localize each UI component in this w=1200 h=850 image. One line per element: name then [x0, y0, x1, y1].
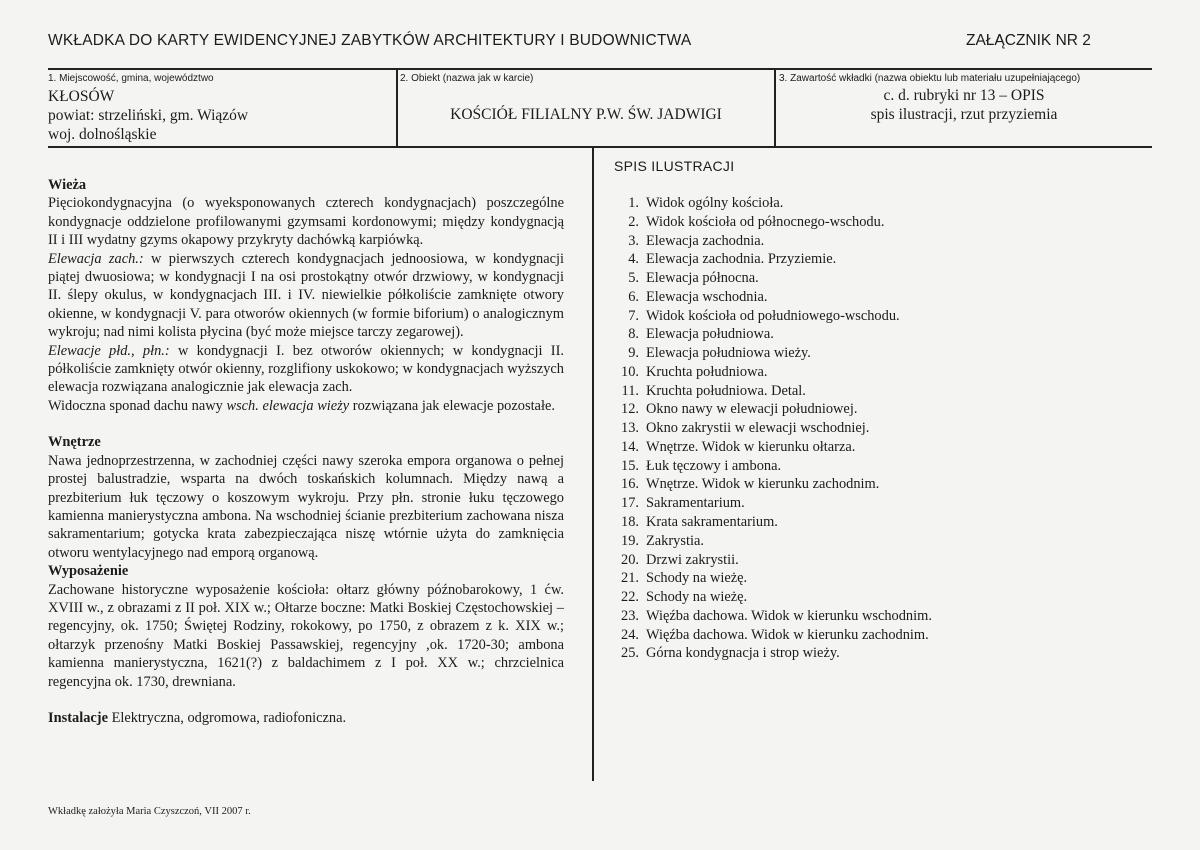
- illustration-number: 2.: [628, 213, 639, 230]
- illustration-number: 1.: [628, 195, 639, 211]
- illustration-item: [614, 475, 932, 494]
- illustration-item: [614, 457, 932, 476]
- illustration-number: 12.: [621, 401, 639, 418]
- illustration-number: 6.: [628, 288, 639, 305]
- document-title: WKŁADKA DO KARTY EWIDENCYJNEJ ZABYTKÓW ARCHITEKTURY I BUDOWNICTWA: [48, 32, 692, 49]
- illustration-item: [614, 288, 932, 307]
- illustration-item: [614, 438, 932, 457]
- interior-text: Nawa jednoprzestrzenna, w zachodniej części nawy szeroka empora organowa o pełnej prostej balustradzie, wsparta na dwóch toskańskich kolumnach. Między nawą a prezbiterium łuk tęczowy o koszowym wykroju. Przy płn. stronie łuku tęczowego kamienna manierystyczna ambona. Na wschodniej ścianie prezbiterium zachowana nisza sakramentarium; gotycka krata zabezpieczająca niszę wtórnie użyta do zamknięcia otworu wentylacyjnego nad emporą organową.: [48, 452, 564, 561]
- illustration-caption: Górna kondygnacja i strop wieży.: [646, 645, 840, 662]
- illustration-item: [614, 513, 932, 532]
- illustration-caption: Okno zakrystii w elewacji wschodniej.: [646, 420, 870, 437]
- location-county: powiat: strzeliński, gm. Wiązów: [48, 107, 249, 124]
- west-elevation-paragraph: [48, 250, 564, 342]
- content-line-1: c. d. rubryki nr 13 – OPIS: [883, 87, 1045, 104]
- illustration-number: 7.: [628, 307, 639, 324]
- illustration-number: 13.: [621, 420, 639, 437]
- illustration-caption: Elewacja południowa.: [646, 326, 774, 343]
- illustration-caption: Więźba dachowa. Widok w kierunku zachodnim.: [646, 626, 929, 643]
- interior-heading: Wnętrze: [48, 434, 101, 451]
- illustration-item: [614, 626, 932, 645]
- content-field-label: 3. Zawartość wkładki (nazwa obiektu lub materiału uzupełniającego): [779, 73, 1081, 84]
- illustration-caption: Łuk tęczowy i ambona.: [646, 457, 782, 474]
- illustration-item: [614, 213, 932, 232]
- column-divider: [592, 147, 594, 781]
- header-top-rule: [48, 68, 1152, 70]
- illustration-item: [614, 494, 932, 513]
- installations-text: Elektryczna, odgromowa, radiofoniczna.: [111, 709, 347, 726]
- illustration-item: [614, 325, 932, 344]
- illustration-item: [614, 607, 932, 626]
- illustration-caption: Wnętrze. Widok w kierunku ołtarza.: [646, 438, 856, 455]
- illustration-number: 20.: [621, 551, 639, 568]
- installations-heading: Instalacje: [48, 709, 108, 726]
- illustration-item: [614, 419, 932, 438]
- illustration-item: [614, 344, 932, 363]
- illustration-number: 8.: [628, 326, 639, 343]
- illustration-caption: Elewacja zachodnia.: [646, 232, 765, 249]
- illustration-caption: Widok kościoła od południowego-wschodu.: [646, 307, 900, 324]
- visible-pre: Widoczna sponad dachu nawy: [48, 397, 223, 414]
- installations-paragraph: [48, 709, 564, 727]
- illustration-number: 9.: [628, 345, 639, 362]
- annex-number: ZAŁĄCZNIK NR 2: [966, 32, 1091, 49]
- illustrations-title: SPIS ILUSTRACJI: [614, 158, 735, 174]
- illustrations-list: [614, 194, 932, 663]
- illustration-item: [614, 269, 932, 288]
- south-north-text: w kondygnacji I. bez otworów okiennych; w kondygnacji II. półkoliście zamknięty otwór okienny, rozglifiony uskokowo; w kondygnacjach wyższych elewacja rozwiązana analogicznie jak elewacja zach.: [48, 342, 564, 396]
- illustration-number: 17.: [621, 495, 639, 512]
- location-voivodeship: woj. dolnośląskie: [48, 126, 157, 143]
- visible-italic: wsch. elewacja wieży: [226, 397, 350, 414]
- illustration-caption: Elewacja południowa wieży.: [646, 345, 811, 362]
- illustration-number: 10.: [621, 363, 639, 380]
- illustration-caption: Schody na wieżę.: [646, 589, 748, 606]
- illustration-caption: Okno nawy w elewacji południowej.: [646, 401, 858, 418]
- visible-post: rozwiązana jak elewacje pozostałe.: [352, 397, 555, 414]
- illustration-number: 19.: [621, 532, 639, 549]
- illustration-caption: Schody na wieżę.: [646, 570, 748, 587]
- illustration-item: [614, 569, 932, 588]
- illustration-item: [614, 400, 932, 419]
- illustration-number: 22.: [621, 589, 639, 606]
- content-line-2: spis ilustracji, rzut przyziemia: [870, 106, 1058, 123]
- tower-heading: Wieża: [48, 177, 87, 193]
- object-name: KOŚCIÓŁ FILIALNY P.W. ŚW. JADWIGI: [450, 106, 722, 123]
- illustration-number: 3.: [628, 232, 639, 249]
- illustration-number: 21.: [621, 570, 639, 587]
- header-bottom-rule: [48, 146, 1152, 148]
- south-north-paragraph: [48, 342, 564, 397]
- illustration-item: [614, 232, 932, 251]
- description-column: [48, 176, 564, 727]
- illustration-caption: Elewacja wschodnia.: [646, 288, 768, 305]
- illustration-caption: Sakramentarium.: [646, 495, 745, 512]
- furnishings-heading: Wyposażenie: [48, 563, 129, 580]
- illustration-number: 15.: [621, 457, 639, 474]
- illustration-number: 25.: [621, 645, 639, 662]
- furnishings-text: Zachowane historyczne wyposażenie kościoła: ołtarz główny późnobarokowy, 1 ćw. XVIII w., z obrazami z II poł. XIX w.; Ołtarze boczne: Matki Boskiej Częstochowskiej – regencyjny, ok. 1750; Świętej Rodziny, rokokowy, po 1750, z obrazem z k. XIX w.; ołtarzyk przenośny Matki Boskiej Passawskiej, regencyjny ,ok. 1720-30; ambona kamienna manierystyczna, 1621(?) z baldachimem z I poł. XX w.; chrzcielnica regencyjna ok. 1730, drewniana.: [48, 581, 564, 690]
- illustration-caption: Krata sakramentarium.: [646, 514, 778, 531]
- illustration-item: [614, 307, 932, 326]
- location-town: KŁOSÓW: [48, 88, 115, 105]
- illustration-number: 16.: [621, 476, 639, 493]
- tower-text: Pięciokondygnacyjna (o wyeksponowanych czterech kondygnacjach) poszczególne kondygnacje oddzielone profilowanymi gzymsami kordonowymi; między kondygnacją II i III wydatny gzyms okapowy przykryty dachówką karpiówką.: [48, 195, 564, 249]
- illustration-item: [614, 532, 932, 551]
- illustration-caption: Drzwi zakrystii.: [646, 551, 739, 568]
- illustration-item: [614, 363, 932, 382]
- illustration-caption: Zakrystia.: [646, 532, 704, 549]
- illustration-item: [614, 588, 932, 607]
- east-elevation-paragraph: [48, 397, 564, 415]
- south-north-label: Elewacje płd., płn.:: [48, 342, 170, 359]
- illustration-caption: Elewacja zachodnia. Przyziemie.: [646, 251, 837, 268]
- illustration-number: 5.: [628, 270, 639, 287]
- west-elevation-text: w pierwszych czterech kondygnacjach jednoosiowa, w kondygnacji piątej dwuosiowa; w kondygnacji I na osi prostokątny otwór drzwiowy, w kondygnacji II. ślepy okulus, w kondygnacjach III. i IV. niewielkie półkoliście zamknięte otwory okienne, w kondygnacji V. para otworów okiennych (w formie biforium) o analogicznym wykroju; nad nimi kolista płycina (być może miejsce tarczy zegarowej).: [48, 250, 564, 341]
- location-field-label: 1. Miejscowość, gmina, województwo: [48, 73, 214, 84]
- west-elevation-label: Elewacja zach.:: [48, 250, 144, 267]
- illustration-item: [614, 382, 932, 401]
- illustration-number: 4.: [628, 251, 639, 268]
- illustration-caption: Wnętrze. Widok w kierunku zachodnim.: [646, 476, 880, 493]
- illustration-caption: Kruchta południowa. Detal.: [646, 382, 806, 399]
- illustration-number: 18.: [621, 514, 639, 531]
- illustration-item: [614, 194, 932, 213]
- content-field: [776, 86, 1152, 124]
- illustration-item: [614, 644, 932, 663]
- location-field: [48, 87, 248, 144]
- illustration-number: 23.: [621, 607, 639, 624]
- footer-note: Wkładkę założyła Maria Czyszczoń, VII 2007 r.: [48, 806, 251, 817]
- illustration-number: 11.: [621, 382, 639, 399]
- illustration-item: [614, 250, 932, 269]
- object-field-label: 2. Obiekt (nazwa jak w karcie): [400, 73, 534, 84]
- illustration-caption: Kruchta południowa.: [646, 363, 768, 380]
- illustration-caption: Elewacja północna.: [646, 270, 759, 287]
- illustration-item: [614, 551, 932, 570]
- illustration-caption: Widok kościoła od północnego-wschodu.: [646, 213, 885, 230]
- illustration-number: 24.: [621, 626, 639, 643]
- illustration-caption: Więźba dachowa. Widok w kierunku wschodnim.: [646, 607, 932, 624]
- illustration-number: 14.: [621, 438, 639, 455]
- illustration-caption: Widok ogólny kościoła.: [646, 195, 784, 211]
